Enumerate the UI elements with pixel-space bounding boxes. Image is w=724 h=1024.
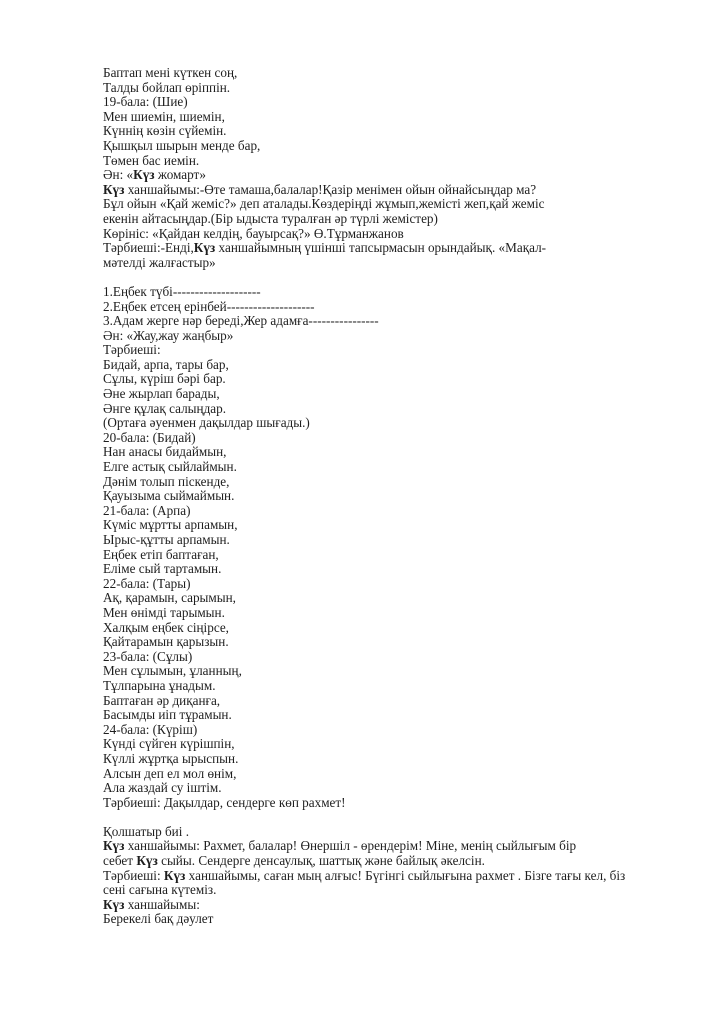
text-line xyxy=(103,767,703,782)
text-segment: Қауызыма сыймаймын. xyxy=(103,488,235,504)
text-segment: Сұлы, күріш бәрі бар. xyxy=(103,371,226,387)
text-line xyxy=(103,621,703,636)
text-segment: Әнге құлақ салыңдар. xyxy=(103,400,227,416)
text-line xyxy=(103,154,703,169)
text-line xyxy=(103,81,703,96)
text-segment: Еңбек етіп баптаған, xyxy=(103,546,219,562)
text-segment: Тәрбиеші:-Енді, xyxy=(103,240,194,256)
text-line xyxy=(103,839,703,854)
text-line xyxy=(103,256,703,271)
text-line xyxy=(103,504,703,519)
text-line xyxy=(103,402,703,417)
text-segment: Еліме сый тартамын. xyxy=(103,561,222,577)
text-line xyxy=(103,124,703,139)
text-segment: Көрініс: «Қайдан келдің, бауырсақ?» Ө.Тұрманжанов xyxy=(103,225,404,241)
text-line xyxy=(103,241,703,256)
text-line xyxy=(103,431,703,446)
text-segment: Ырыс-құтты арпамын. xyxy=(103,532,230,547)
text-segment: жомарт» xyxy=(154,167,206,183)
text-segment: Мен өнімді тарымын. xyxy=(103,604,225,620)
text-line xyxy=(103,548,703,563)
text-segment: Мен шиемін, шиемін, xyxy=(103,108,225,124)
text-segment: Алсын деп ел мол өнім, xyxy=(103,765,237,781)
text-line xyxy=(103,285,703,300)
text-segment: Бидай, арпа, тары бар, xyxy=(103,356,229,372)
text-segment: 20-бала: (Бидай) xyxy=(103,429,196,445)
text-line xyxy=(103,562,703,577)
text-segment: 1.Еңбек түбі-------------------- xyxy=(103,283,261,299)
text-segment: Қайтарамын қарызын. xyxy=(103,634,229,650)
text-line xyxy=(103,883,703,898)
text-segment: 3.Адам жерге нәр береді,Жер адамға---------------- xyxy=(103,313,379,329)
text-segment: 2.Еңбек етсең ерінбей-------------------- xyxy=(103,298,315,314)
text-line xyxy=(103,314,703,329)
text-line xyxy=(103,270,703,285)
text-segment: себет xyxy=(103,853,137,869)
text-line xyxy=(103,460,703,475)
text-line xyxy=(103,212,703,227)
text-line xyxy=(103,197,703,212)
text-segment: 22-бала: (Тары) xyxy=(103,575,191,591)
text-line xyxy=(103,343,703,358)
text-line xyxy=(103,869,703,884)
text-segment: Ән: «Жау,жау жаңбыр» xyxy=(103,327,234,343)
text-segment: ханшайымы:-Өте тамаша,балалар!Қазір менімен ойын ойнайсыңдар ма? xyxy=(124,181,537,197)
text-line xyxy=(103,416,703,431)
text-segment: Талды бойлап өріппін. xyxy=(103,79,231,95)
text-segment: Күнді сүйген күрішпін, xyxy=(103,736,235,752)
text-line xyxy=(103,372,703,387)
text-line xyxy=(103,664,703,679)
text-segment: 23-бала: (Сұлы) xyxy=(103,648,193,664)
text-segment: Дәнім толып піскенде, xyxy=(103,473,230,489)
text-segment: Қышқыл шырын менде бар, xyxy=(103,137,261,153)
text-segment: Күннің көзін сүйемін. xyxy=(103,123,227,139)
text-line xyxy=(103,723,703,738)
text-segment: сыйы. Сендерге денсаулық, шаттық және байлық әкелсін. xyxy=(157,853,485,869)
text-line xyxy=(103,694,703,709)
text-line xyxy=(103,898,703,913)
text-segment: ханшайымның үшінші тапсырмасын орындайық. «Мақал- xyxy=(215,240,547,256)
text-segment: 21-бала: (Арпа) xyxy=(103,502,191,518)
text-line xyxy=(103,533,703,548)
text-segment: мәтелді жалғастыр» xyxy=(103,254,216,270)
text-segment: Берекелі бақ дәулет xyxy=(103,911,214,927)
text-segment: Елге астық сыйлаймын. xyxy=(103,459,237,475)
text-line xyxy=(103,781,703,796)
text-line xyxy=(103,387,703,402)
text-segment: 24-бала: (Күріш) xyxy=(103,721,198,737)
text-segment: ханшайымы, саған мың алғыс! Бүгінгі сыйлығына рахмет . Бізге тағы кел, біз xyxy=(185,867,626,883)
text-line xyxy=(103,445,703,460)
text-line xyxy=(103,912,703,927)
text-segment-bold: Күз xyxy=(103,838,125,854)
text-segment: екенін айтасыңдар.(Бір ыдыста туралған әр түрлі жемістер) xyxy=(103,210,438,226)
text-line xyxy=(103,168,703,183)
text-segment: Басымды иіп тұрамын. xyxy=(103,707,232,723)
text-line xyxy=(103,752,703,767)
text-segment: (Ортаға әуенмен дақылдар шығады.) xyxy=(103,415,310,431)
text-segment: сені сағына күтеміз. xyxy=(103,882,217,898)
text-line xyxy=(103,300,703,315)
text-segment: Баптап мені күткен соң, xyxy=(103,65,238,80)
text-segment: Тәрбиеші: xyxy=(103,342,161,358)
text-segment: ханшайымы: xyxy=(124,896,200,912)
document-text xyxy=(103,66,703,927)
text-segment: Халқым еңбек сіңірсе, xyxy=(103,619,229,635)
text-segment-bold: Күз xyxy=(163,867,186,883)
text-segment-bold: Күз xyxy=(136,853,158,869)
text-line xyxy=(103,635,703,650)
text-segment: Тұлпарына ұнадым. xyxy=(103,677,216,693)
text-segment: Күміс мұртты арпамын, xyxy=(103,517,238,533)
text-segment: Ала жаздай су іштім. xyxy=(103,780,222,796)
text-segment: Қолшатыр биі . xyxy=(103,823,190,839)
text-line xyxy=(103,825,703,840)
text-segment: Төмен бас иемін. xyxy=(103,152,200,168)
text-line xyxy=(103,796,703,811)
text-segment-bold: Күз xyxy=(103,181,125,197)
text-segment: Мен сұлымын, ұланның, xyxy=(103,663,242,679)
text-segment: Нан анасы бидаймын, xyxy=(103,444,227,460)
text-line xyxy=(103,591,703,606)
text-line xyxy=(103,606,703,621)
text-segment: Тәрбиеші: xyxy=(103,867,164,883)
text-line xyxy=(103,183,703,198)
text-segment: Бұл ойын «Қай жеміс?» деп аталады.Көздеріңді жұмып,жемісті жеп,қай жеміс xyxy=(103,196,545,212)
text-line xyxy=(103,577,703,592)
text-segment-bold: Күз xyxy=(103,896,125,912)
text-line xyxy=(103,489,703,504)
text-line xyxy=(103,708,703,723)
text-line xyxy=(103,810,703,825)
text-segment: Баптаған әр диқанға, xyxy=(103,692,221,708)
text-line xyxy=(103,329,703,344)
text-segment: 19-бала: (Шие) xyxy=(103,94,188,110)
text-line xyxy=(103,518,703,533)
text-segment: ханшайымы: Рахмет, балалар! Өнершіл - өрендерім! Міне, менің сыйлығым бір xyxy=(124,838,577,854)
text-line xyxy=(103,475,703,490)
text-line xyxy=(103,358,703,373)
text-line xyxy=(103,854,703,869)
text-line xyxy=(103,679,703,694)
text-segment-bold: Күз xyxy=(133,167,155,183)
text-line xyxy=(103,650,703,665)
text-segment: Ән: « xyxy=(103,167,134,183)
text-line xyxy=(103,110,703,125)
text-segment: Ақ, қарамын, сарымын, xyxy=(103,590,236,606)
text-line xyxy=(103,139,703,154)
text-line xyxy=(103,95,703,110)
text-segment: Әне жырлап барады, xyxy=(103,386,220,402)
text-line xyxy=(103,737,703,752)
text-segment: Күллі жұртқа ырыспын. xyxy=(103,750,239,766)
text-segment: Тәрбиеші: Дақылдар, сендерге көп рахмет! xyxy=(103,794,346,810)
text-line xyxy=(103,66,703,81)
text-line xyxy=(103,227,703,242)
text-segment-bold: Күз xyxy=(193,240,216,256)
